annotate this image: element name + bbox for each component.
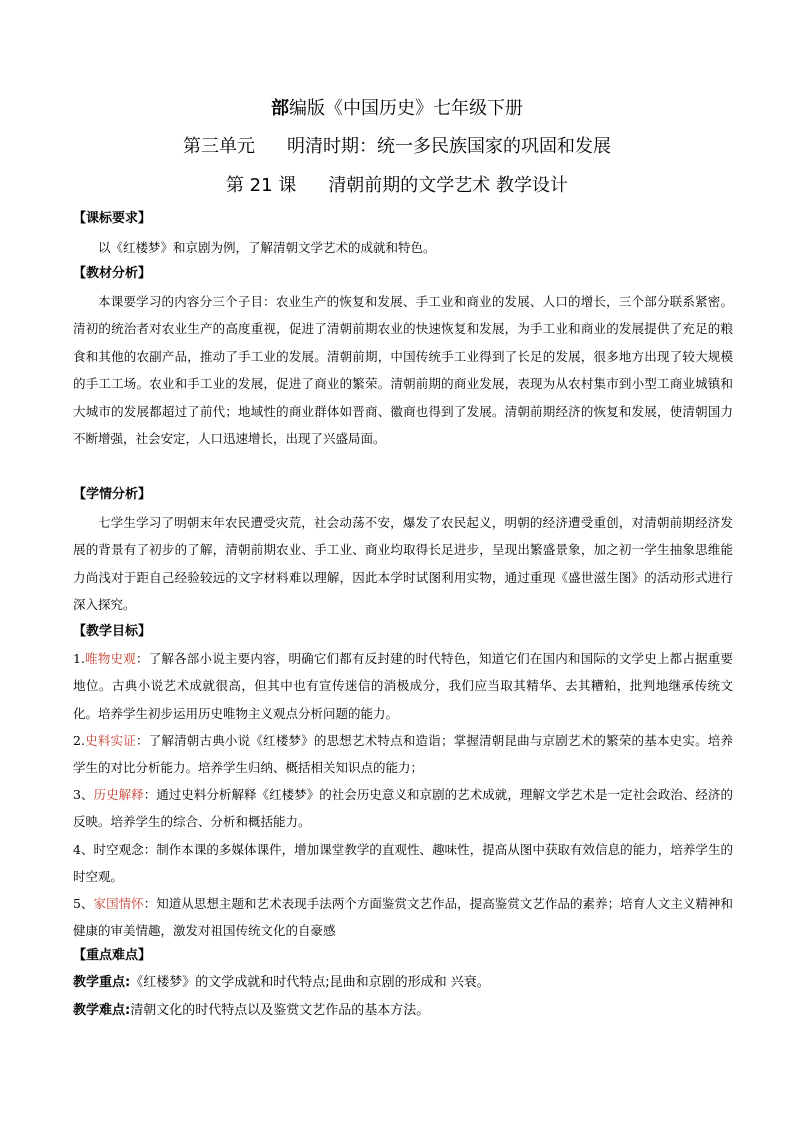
title-rest: 编版《中国历史》七年级下册 [289, 98, 523, 119]
textbook-analysis-heading: 【教材分析】 [73, 266, 152, 281]
student-analysis-text: 七学生学习了明朝末年农民遭受灾荒，社会动荡不安，爆发了农民起义，明朝的经济遭受重创，对清朝前期经济发展的背景有了初步的了解，清朝前期农业、手工业、商业均取得长足进步，呈现出繁盛景象，加之初一学生抽象思维能力尚浅对于距自己经验较远的文字材料难以理解，因此本学时试图利用实物，通过重现《盛世滋生图》的活动形式进行深入探究。 [73, 515, 733, 613]
goal-text: ：通过史料分析解释《红楼梦》的社会历史意义和京剧的艺术成就，理解文学艺术是一定社会政治、经济的反映。培养学生的综合、分析和概括能力。 [73, 787, 733, 830]
goal-keyword: 家国情怀 [93, 896, 144, 911]
student-analysis-heading: 【学情分析】 [73, 487, 152, 502]
goal-text: ：了解清朝古典小说《红楼梦》的思想艺术特点和造诣；掌握清朝昆曲与京剧艺术的繁荣的基本史实。培养学生的对比分析能力。培养学生归纳、概括相关知识点的能力； [73, 733, 733, 776]
goal-item-2 [73, 727, 733, 782]
goal-item-4 [73, 836, 733, 891]
goal-item-3 [73, 781, 733, 836]
goal-number: 4、 [73, 842, 94, 857]
teaching-difficulty-text: 清朝文化的时代特点以及鉴赏文艺作品的基本方法。 [130, 1003, 430, 1018]
unit-title [0, 135, 794, 159]
textbook-title [0, 97, 794, 121]
goal-item-1 [73, 645, 733, 727]
teaching-focus-text: 《红楼梦》的文学成就和时代特点;昆曲和京剧的形成和 兴衰。 [130, 975, 490, 990]
lesson-number: 第 21 课 [225, 175, 297, 196]
key-points-heading: 【重点难点】 [73, 948, 152, 963]
teaching-difficulty [73, 1002, 733, 1020]
title-lead-char: 部 [271, 98, 289, 119]
goal-number: 2. [73, 733, 85, 748]
teaching-focus [73, 974, 733, 992]
unit-number: 第三单元 [183, 136, 255, 157]
textbook-analysis-text: 本课要学习的内容分三个子目：农业生产的恢复和发展、手工业和商业的发展、人口的增长，三个部分联系紧密。清初的统治者对农业生产的高度重视，促进了清朝前期农业的快速恢复和发展，为手工业和商业的发展提供了充足的粮食和其他的农副产品，推动了手工业的发展。清朝前期，中国传统手工业得到了长足的发展，很多地方出现了较大规模的手工工场。农业和手工业的发展，促进了商业的繁荣。清朝前期的商业发展，表现为从农村集市到小型工商业城镇和大城市的发展都超过了前代；地域性的商业群体如晋商、徽商也得到了发展。清朝前期经济的恢复和发展，使清朝国力不断增强，社会安定，人口迅速增长，出现了兴盛局面。 [73, 294, 733, 447]
teaching-difficulty-label: 教学难点: [73, 1003, 131, 1018]
goal-number: 3、 [73, 787, 94, 802]
lesson-name: 清朝前期的文学艺术 教学设计 [328, 175, 569, 196]
teaching-goals-heading: 【教学目标】 [73, 624, 152, 639]
goal-number: 5、 [73, 896, 94, 911]
goal-keyword: 唯物史观 [84, 651, 136, 666]
teaching-focus-label: 教学重点: [73, 975, 131, 990]
goal-item-5 [73, 890, 733, 945]
standard-heading: 【课标要求】 [73, 211, 152, 226]
standard-text: 以《红楼梦》和京剧为例，了解清朝文学艺术的成就和特色。 [98, 240, 436, 255]
unit-name: 明清时期：统一多民族国家的巩固和发展 [287, 136, 611, 157]
goal-text: ：知道从思想主题和艺术表现手法两个方面鉴赏文艺作品，提高鉴赏文艺作品的素养；培育人文主义精神和健康的审美情趣，激发对祖国传统文化的自豪感 [73, 896, 733, 939]
goal-keyword: 历史解释 [93, 787, 144, 802]
goal-keyword: 史料实证 [84, 733, 136, 748]
goal-text: 时空观念：制作本课的多媒体课件，增加课堂教学的直观性、趣味性，提高从图中获取有效信息的能力，培养学生的时空观。 [73, 842, 733, 885]
goal-number: 1. [73, 651, 85, 666]
goal-text: ：了解各部小说主要内容，明确它们都有反封建的时代特色，知道它们在国内和国际的文学史上都占据重要地位。古典小说艺术成就很高，但其中也有宣传迷信的消极成分，我们应当取其精华、去其糟粕，批判地继承传统文化。培养学生初步运用历史唯物主义观点分析问题的能力。 [73, 651, 733, 721]
lesson-title [0, 174, 794, 198]
